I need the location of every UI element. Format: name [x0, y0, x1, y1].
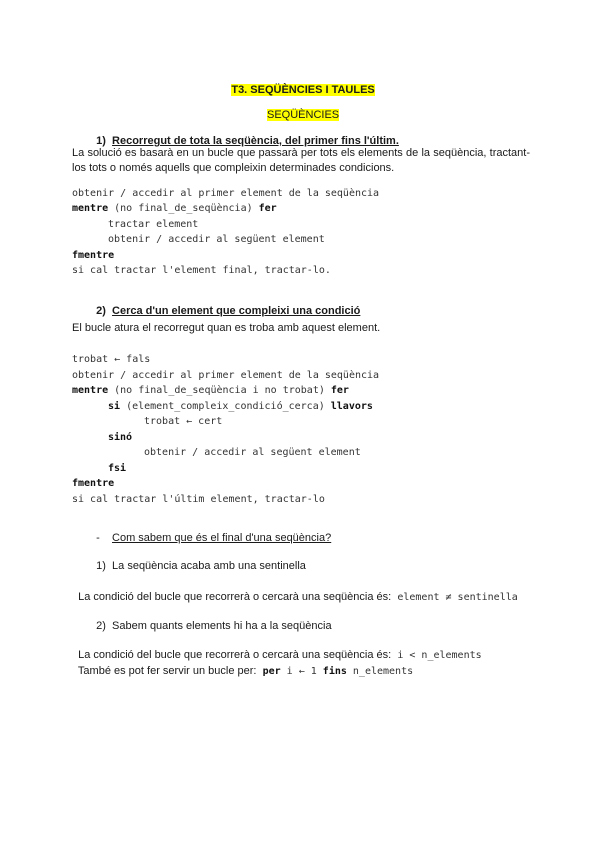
case2-number: 2) — [96, 620, 106, 632]
code-keyword: si — [108, 400, 121, 412]
code-text: (no final_de_seqüència) — [108, 203, 259, 215]
section1-paragraph: La solució es basarà en un bucle que passarà per tots els elements de la seqüència, tractant-los tots o només aquells que compleixin determinades condicions. — [72, 147, 530, 174]
code-text: obtenir / accedir al primer element de la seqüència — [72, 369, 380, 381]
section2-code-block — [72, 352, 379, 507]
case2-also-code — [263, 666, 414, 677]
code-text: obtenir / accedir al primer element de la seqüència — [72, 188, 380, 199]
code-keyword: mentre — [72, 203, 109, 215]
code-line — [72, 186, 379, 201]
code-text: si cal tractar l'últim element, tractar-lo — [72, 493, 325, 505]
document-subtitle: SEQÜÈNCIES — [266, 109, 340, 121]
code-text: n_elements — [346, 666, 414, 677]
case2-also — [72, 653, 413, 677]
section2-heading-text: Cerca d'un element que compleixi una condició — [112, 305, 361, 317]
code-text: (no final_de_seqüència i no trobat) — [108, 385, 331, 396]
code-line — [72, 368, 379, 384]
code-line — [72, 232, 379, 247]
code-line — [72, 430, 379, 446]
code-keyword: fins — [322, 666, 347, 677]
document-title: T3. SEQÜÈNCIES I TAULES — [231, 84, 375, 96]
code-text: tractar element — [108, 218, 199, 230]
code-line — [72, 461, 379, 477]
code-text: i ← 1 — [280, 666, 323, 677]
code-keyword: fmentre — [72, 249, 115, 261]
case1-text: La seqüència acaba amb una sentinella — [112, 560, 306, 572]
section2-number: 2) — [96, 305, 106, 317]
subtitle-wrap — [0, 97, 600, 121]
section1-heading — [90, 123, 399, 147]
question-bullet: - — [96, 532, 100, 544]
code-keyword: llavors — [330, 400, 373, 412]
code-line — [72, 201, 379, 216]
code-line — [72, 445, 379, 461]
code-keyword: sinó — [108, 431, 133, 443]
code-keyword: fer — [330, 385, 349, 396]
code-keyword: per — [262, 666, 281, 677]
code-line — [72, 399, 379, 415]
code-line — [72, 476, 379, 492]
case1-condition-text: La condició del bucle que recorrerà o cercarà una seqüència és: — [78, 591, 392, 603]
code-text: si cal tractar l'element final, tractar-lo. — [72, 265, 331, 277]
code-keyword: mentre — [72, 385, 109, 396]
case1-number: 1) — [96, 560, 106, 572]
question-line — [90, 520, 331, 544]
code-text: trobat ← fals — [72, 354, 151, 365]
code-text: (element_compleix_condició_cerca) — [120, 400, 331, 412]
case1-condition-code: element ≠ sentinella — [397, 592, 518, 603]
case2-line — [90, 608, 332, 632]
section1-heading-text: Recorregut de tota la seqüència, del primer fins l'últim. — [112, 135, 399, 147]
case2-condition-text: La condició del bucle que recorrerà o cercarà una seqüència és: — [78, 649, 392, 661]
code-line — [72, 492, 379, 508]
code-line — [72, 217, 379, 232]
code-line — [72, 383, 379, 399]
code-line — [72, 352, 379, 368]
section2-heading — [90, 293, 360, 317]
question-text: Com sabem que és el final d'una seqüència? — [112, 532, 332, 544]
case2-text: Sabem quants elements hi ha a la seqüència — [112, 620, 332, 632]
code-line — [72, 414, 379, 430]
case2-condition-code: i < n_elements — [397, 650, 482, 661]
code-keyword: fsi — [108, 462, 127, 474]
case2-also-text: També es pot fer servir un bucle per: — [77, 665, 257, 677]
code-line — [72, 263, 379, 278]
title-wrap — [0, 72, 600, 96]
section2-paragraph: El bucle atura el recorregut quan es troba amb aquest element. — [72, 322, 381, 334]
code-keyword: fer — [258, 203, 277, 215]
code-line — [72, 248, 379, 263]
code-keyword: fmentre — [72, 478, 115, 489]
section1-code-block — [72, 186, 379, 278]
section1-number: 1) — [96, 135, 106, 147]
code-text: trobat ← cert — [144, 416, 223, 427]
code-text: obtenir / accedir al següent element — [108, 234, 325, 246]
case1-line — [90, 548, 306, 572]
code-text: obtenir / accedir al següent element — [144, 447, 361, 458]
case1-condition — [72, 579, 518, 603]
